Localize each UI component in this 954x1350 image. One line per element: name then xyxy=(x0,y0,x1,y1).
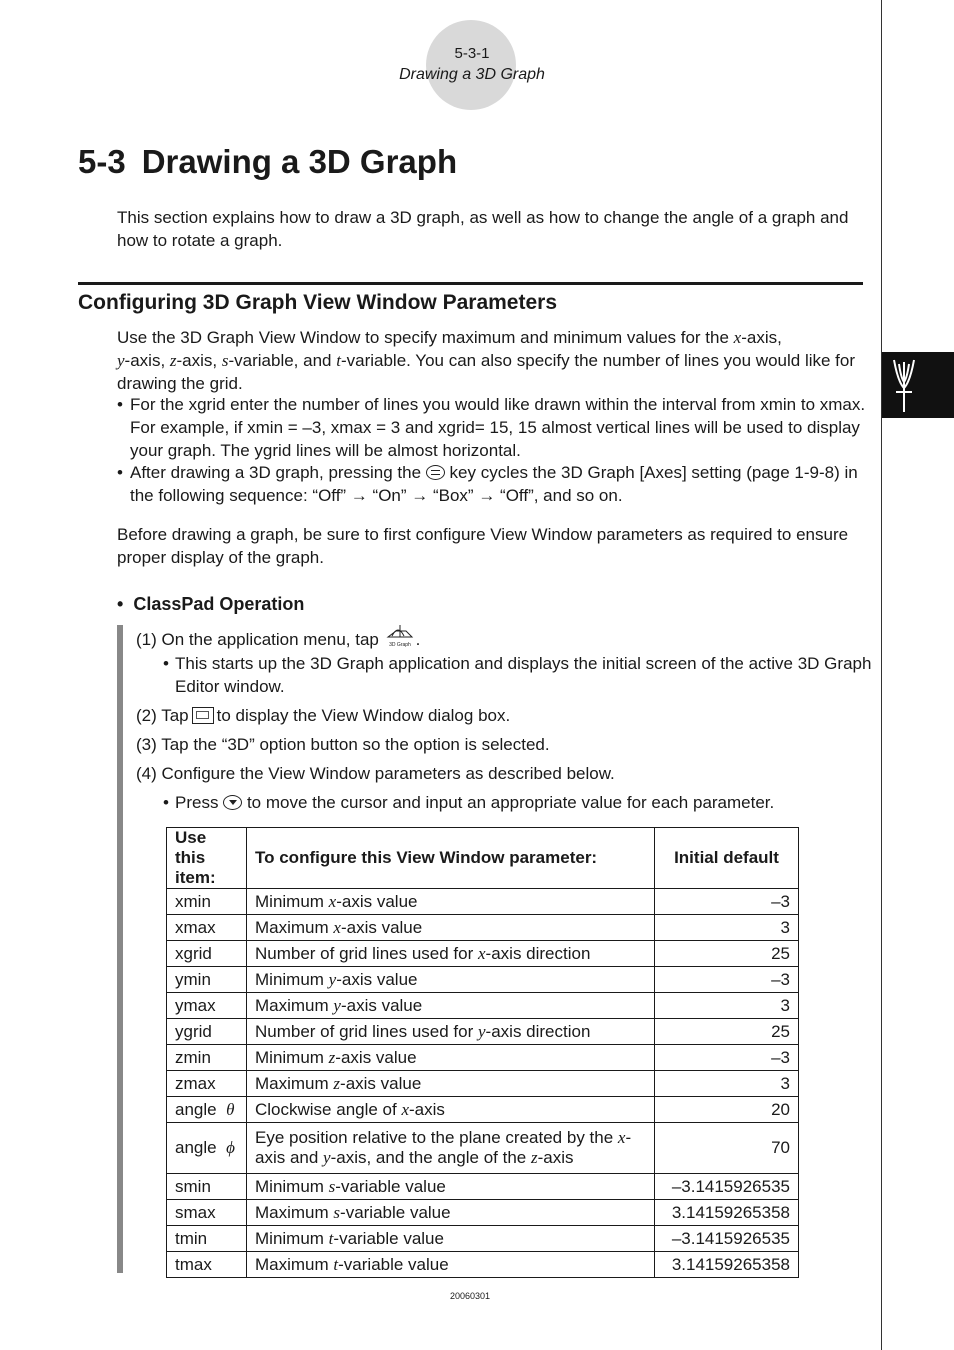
table-header-row xyxy=(167,828,799,889)
table-row xyxy=(167,1045,799,1071)
bullet-xgrid xyxy=(117,393,880,462)
description-cell xyxy=(247,1045,655,1071)
description-cell xyxy=(247,1226,655,1252)
para1-text-b: -axis, xyxy=(741,328,782,347)
desc-text: -axis value xyxy=(340,1073,422,1093)
default-cell: –3 xyxy=(655,967,799,993)
header-circle xyxy=(426,20,516,110)
desc-var: y xyxy=(333,995,341,1015)
desc-text: -axis and xyxy=(255,1128,632,1167)
desc-var: x xyxy=(478,943,486,963)
section-heading: Configuring 3D Graph View Window Parameters xyxy=(78,291,558,314)
desc-var: s xyxy=(333,1202,341,1222)
desc-text: -axis value xyxy=(340,995,423,1015)
bullet-dot: • xyxy=(163,654,169,673)
item-cell: xgrid xyxy=(167,941,247,967)
equals-key-icon xyxy=(426,465,445,480)
table-row xyxy=(167,967,799,993)
item-cell: smax xyxy=(167,1200,247,1226)
default-cell: –3 xyxy=(655,1045,799,1071)
desc-text: Eye position relative to the plane created by the xyxy=(255,1128,618,1147)
section-rule xyxy=(78,282,863,285)
description-cell xyxy=(247,941,655,967)
step-1-note-text: This starts up the 3D Graph application and displays the initial screen of the active 3D Graph Editor window. xyxy=(175,654,872,696)
var-s: s xyxy=(221,351,229,370)
default-cell: 3.14159265358 xyxy=(655,1200,799,1226)
desc-text: -axis xyxy=(537,1148,574,1167)
description-cell xyxy=(247,1252,655,1278)
item-text: angle xyxy=(175,1099,217,1119)
item-cell xyxy=(167,1097,247,1123)
desc-text: Maximum xyxy=(255,1073,334,1093)
item-cell: ygrid xyxy=(167,1019,247,1045)
header-page-number: 5-3-1 xyxy=(454,45,490,62)
chapter-tab xyxy=(882,352,954,418)
footer-code: 20060301 xyxy=(449,1291,491,1301)
default-cell: 25 xyxy=(655,1019,799,1045)
description-cell xyxy=(247,993,655,1019)
desc-text: Maximum xyxy=(255,1254,334,1274)
table-row xyxy=(167,1123,799,1174)
table-row xyxy=(167,889,799,915)
description-cell xyxy=(247,967,655,993)
3d-graph-tab-icon xyxy=(882,352,954,418)
theta-symbol: θ xyxy=(226,1099,235,1119)
step-2-text-b: to display the View Window dialog box. xyxy=(216,706,511,725)
description-cell xyxy=(247,1071,655,1097)
item-cell: xmax xyxy=(167,915,247,941)
para1-text-d: -axis, xyxy=(176,351,222,370)
bullet-dot: • xyxy=(163,793,169,812)
step-1 xyxy=(136,622,866,651)
var-z: z xyxy=(169,351,177,370)
desc-text: -variable value xyxy=(333,1228,444,1248)
table-row xyxy=(167,1200,799,1226)
step-4-note-text-a: Press xyxy=(175,793,219,812)
desc-text: Minimum xyxy=(255,1228,329,1248)
view-window-parameter-table xyxy=(166,827,799,1278)
description-cell xyxy=(247,1019,655,1045)
item-cell: ymin xyxy=(167,967,247,993)
item-cell: zmin xyxy=(167,1045,247,1071)
desc-text: -variable value xyxy=(338,1254,449,1274)
desc-var: y xyxy=(478,1021,486,1041)
bullet-axes-text-b: key cycles the 3D Graph [Axes] setting (page 1-9-8) in the following sequence: “Off” → “On” → “Box” → “Off”, and so on. xyxy=(130,463,858,505)
desc-var: t xyxy=(328,1228,334,1248)
table-row xyxy=(167,1226,799,1252)
item-text: angle xyxy=(175,1138,217,1157)
desc-text: Number of grid lines used for xyxy=(255,1021,478,1041)
item-cell: smin xyxy=(167,1174,247,1200)
step-number: (2) xyxy=(136,706,157,725)
step-1-note xyxy=(163,652,879,698)
col-header-parameter: To configure this View Window parameter: xyxy=(247,828,655,889)
desc-var: z xyxy=(328,1047,336,1067)
operation-heading xyxy=(117,594,304,615)
header-subtitle: Drawing a 3D Graph xyxy=(399,66,545,83)
step-2 xyxy=(136,704,866,727)
operation-sidebar xyxy=(117,625,123,1273)
description-cell xyxy=(247,1123,655,1174)
var-x: x xyxy=(733,328,742,347)
margin-line xyxy=(881,0,882,1350)
table-row xyxy=(167,1019,799,1045)
desc-text: Minimum xyxy=(255,969,329,989)
desc-text: -axis, and the angle of the xyxy=(330,1148,531,1167)
desc-text: -axis direction xyxy=(485,943,591,963)
col-header-default: Initial default xyxy=(655,828,799,889)
item-cell: tmax xyxy=(167,1252,247,1278)
table-row xyxy=(167,1097,799,1123)
page-title xyxy=(78,143,457,181)
table-row xyxy=(167,915,799,941)
desc-var: x xyxy=(617,1128,626,1147)
var-y: y xyxy=(117,351,125,370)
item-cell: tmin xyxy=(167,1226,247,1252)
operation-heading-text: ClassPad Operation xyxy=(133,594,305,614)
default-cell: 70 xyxy=(655,1123,799,1174)
default-cell: 3 xyxy=(655,1071,799,1097)
bullet-xgrid-text: For the xgrid enter the number of lines you would like drawn within the interval from xmin to xmax. For example, if xmin = –3, xmax = 3 and xgrid= 15, 15 almost vertical lines will be used to display your graph. The ygrid lines will be almost horizontal. xyxy=(130,395,866,460)
para1-text-f: -variable. You can also specify the number of lines you would like for drawing the grid. xyxy=(117,351,856,393)
before-drawing-note: Before drawing a graph, be sure to first configure View Window parameters as required to ensure proper display of the graph. xyxy=(117,525,849,567)
desc-text: Maximum xyxy=(255,917,334,937)
desc-text: Maximum xyxy=(255,995,334,1015)
step-2-text-a: Tap xyxy=(161,706,189,725)
desc-text: Minimum xyxy=(255,1047,329,1067)
step-3-text: Tap the “3D” option button so the option is selected. xyxy=(161,735,550,754)
bullet-axes-text-a: After drawing a 3D graph, pressing the xyxy=(130,463,422,482)
desc-text: -axis value xyxy=(340,917,423,937)
desc-var: z xyxy=(333,1073,341,1093)
desc-text: -axis xyxy=(409,1099,445,1119)
table-row xyxy=(167,1174,799,1200)
default-cell: 3.14159265358 xyxy=(655,1252,799,1278)
desc-var: z xyxy=(530,1148,538,1167)
description-cell xyxy=(247,889,655,915)
phi-symbol: ϕ xyxy=(226,1138,235,1157)
bullet-axes-key xyxy=(117,461,880,507)
para1-text-c: -axis, xyxy=(124,351,170,370)
desc-text: -axis direction xyxy=(485,1021,591,1041)
para1-text-a: Use the 3D Graph View Window to specify maximum and minimum values for the xyxy=(117,328,734,347)
default-cell: 25 xyxy=(655,941,799,967)
desc-text: -axis value xyxy=(336,891,418,911)
desc-var: y xyxy=(328,969,337,989)
item-cell: zmax xyxy=(167,1071,247,1097)
default-cell: 3 xyxy=(655,915,799,941)
para1-text-e: -variable, and xyxy=(228,351,337,370)
desc-text: Maximum xyxy=(255,1202,334,1222)
bullet-dot: • xyxy=(117,463,123,482)
desc-var: s xyxy=(328,1176,336,1196)
desc-text: Number of grid lines used for xyxy=(255,943,478,963)
desc-var: x xyxy=(333,917,341,937)
3d-graph-app-label: 3D Graph xyxy=(388,642,411,648)
step-4-note xyxy=(163,791,879,814)
default-cell: –3.1415926535 xyxy=(655,1226,799,1252)
description-cell xyxy=(247,1200,655,1226)
item-cell: ymax xyxy=(167,993,247,1019)
var-t: t xyxy=(336,351,341,370)
step-4-note-text-b: to move the cursor and input an appropriate value for each parameter. xyxy=(246,793,775,812)
description-cell xyxy=(247,1097,655,1123)
desc-text: -axis value xyxy=(335,1047,417,1067)
item-cell xyxy=(167,1123,247,1174)
step-number: (3) xyxy=(136,735,157,754)
desc-text: Minimum xyxy=(255,891,329,911)
default-cell: 3 xyxy=(655,993,799,1019)
heading-bullet: • xyxy=(117,594,124,614)
step-4-text: Configure the View Window parameters as described below. xyxy=(161,764,615,783)
desc-text: -axis value xyxy=(336,969,418,989)
table-row xyxy=(167,1071,799,1097)
default-cell: 20 xyxy=(655,1097,799,1123)
desc-text: -variable value xyxy=(340,1202,451,1222)
3d-graph-app-icon xyxy=(384,622,416,648)
desc-var: t xyxy=(333,1254,339,1274)
desc-var: x xyxy=(328,891,337,911)
default-cell: –3.1415926535 xyxy=(655,1174,799,1200)
col-header-item: Use this item: xyxy=(167,828,247,889)
section-number: 5-3 xyxy=(78,143,126,180)
table-row xyxy=(167,993,799,1019)
title-text: Drawing a 3D Graph xyxy=(141,143,458,180)
intro-text: This section explains how to draw a 3D graph, as well as how to change the angle of a graph and how to rotate a graph. xyxy=(117,208,849,250)
step-3 xyxy=(136,733,866,756)
desc-text: -variable value xyxy=(335,1176,446,1196)
step-1-period: . xyxy=(415,630,421,649)
desc-var: x xyxy=(401,1099,410,1119)
item-cell: xmin xyxy=(167,889,247,915)
desc-var: y xyxy=(323,1148,331,1167)
description-cell xyxy=(247,1174,655,1200)
step-4 xyxy=(136,762,866,785)
desc-text: Clockwise angle of xyxy=(255,1099,402,1119)
step-number: (4) xyxy=(136,764,157,783)
view-window-description xyxy=(117,326,867,395)
table-row xyxy=(167,1252,799,1278)
desc-text: Minimum xyxy=(255,1176,329,1196)
cursor-down-key-icon xyxy=(223,795,242,810)
step-number: (1) xyxy=(136,630,157,649)
description-cell xyxy=(247,915,655,941)
table-row xyxy=(167,941,799,967)
default-cell: –3 xyxy=(655,889,799,915)
view-window-icon xyxy=(192,707,214,724)
step-1-text: On the application menu, tap xyxy=(161,630,379,649)
bullet-dot: • xyxy=(117,395,123,414)
